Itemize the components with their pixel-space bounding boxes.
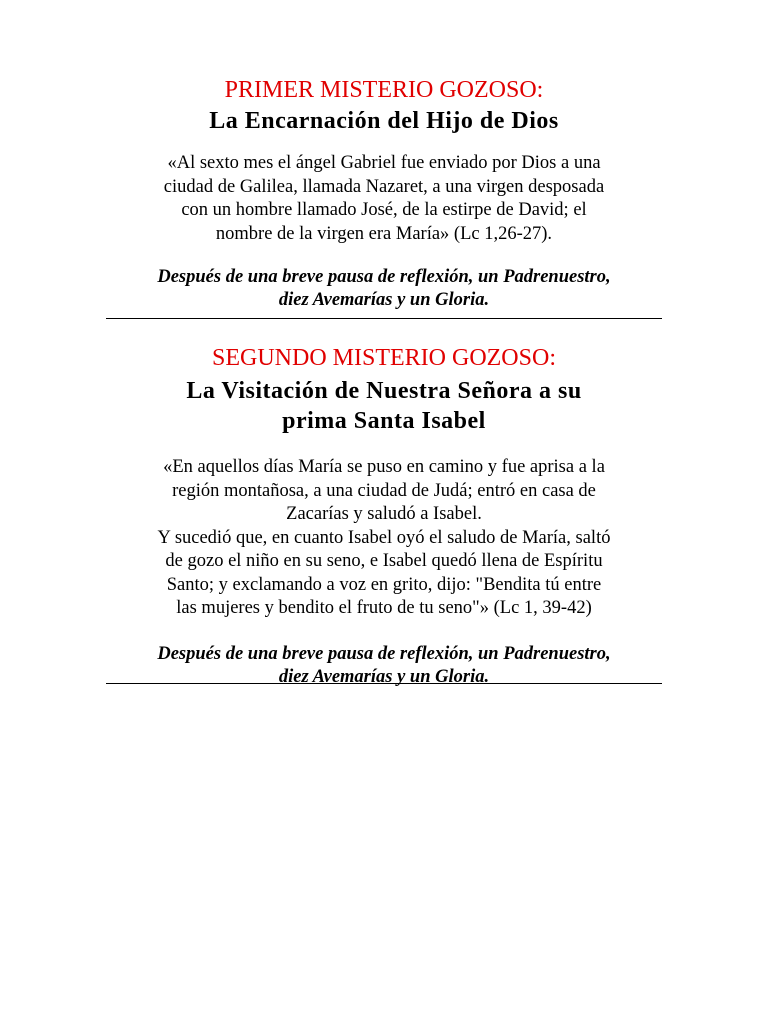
scripture-line: Y sucedió que, en cuanto Isabel oyó el saludo de María, saltó [157, 527, 611, 548]
scripture-line: «Al sexto mes el ángel Gabriel fue enviado por Dios a una [167, 153, 601, 173]
scripture-line: región montañosa, a una ciudad de Judá; entró en casa de [172, 480, 596, 501]
scripture-line: nombre de la virgen era María» (Lc 1,26-27). [215, 223, 553, 244]
mystery-title: SEGUNDO MISTERIO GOZOSO: [211, 345, 556, 371]
instruction-line: Después de una breve pausa de reflexión, un Padrenuestro, [157, 643, 611, 664]
instruction-line: diez Avemarías y un Gloria. [278, 290, 490, 310]
scripture-line: Zacarías y saludó a Isabel. [286, 504, 482, 524]
scripture-line: ciudad de Galilea, llamada Nazaret, a una virgen desposada [163, 176, 605, 197]
instruction-line: Después de una breve pausa de reflexión, un Padrenuestro, [157, 267, 611, 287]
scripture-passage [106, 152, 662, 246]
scripture-line: de gozo el niño en su seno, e Isabel quedó llena de Espíritu [165, 551, 603, 571]
scripture-passage [106, 456, 662, 621]
mystery-section-1 [106, 68, 662, 312]
section-divider [106, 318, 662, 319]
scripture-line: con un hombre llamado José, de la estirpe de David; el [181, 200, 587, 220]
mystery-title: PRIMER MISTERIO GOZOSO: [224, 77, 544, 103]
subtitle-line: prima Santa Isabel [282, 408, 486, 434]
prayer-instruction [106, 643, 662, 689]
subtitle-line: La Visitación de Nuestra Señora a su [186, 378, 582, 404]
mystery-section-2 [106, 344, 662, 689]
instruction-line: diez Avemarías y un Gloria. [278, 666, 490, 687]
section-divider [106, 683, 662, 684]
scripture-line: «En aquellos días María se puso en camino y fue aprisa a la [163, 457, 605, 477]
mystery-subtitle: La Encarnación del Hijo de Dios [209, 108, 559, 134]
scripture-line: Santo; y exclamando a voz en grito, dijo: "Bendita tú entre [166, 574, 602, 595]
mystery-subtitle [106, 376, 662, 436]
prayer-instruction [106, 266, 662, 312]
scripture-line: las mujeres y bendito el fruto de tu seno"» (Lc 1, 39-42) [176, 598, 592, 618]
